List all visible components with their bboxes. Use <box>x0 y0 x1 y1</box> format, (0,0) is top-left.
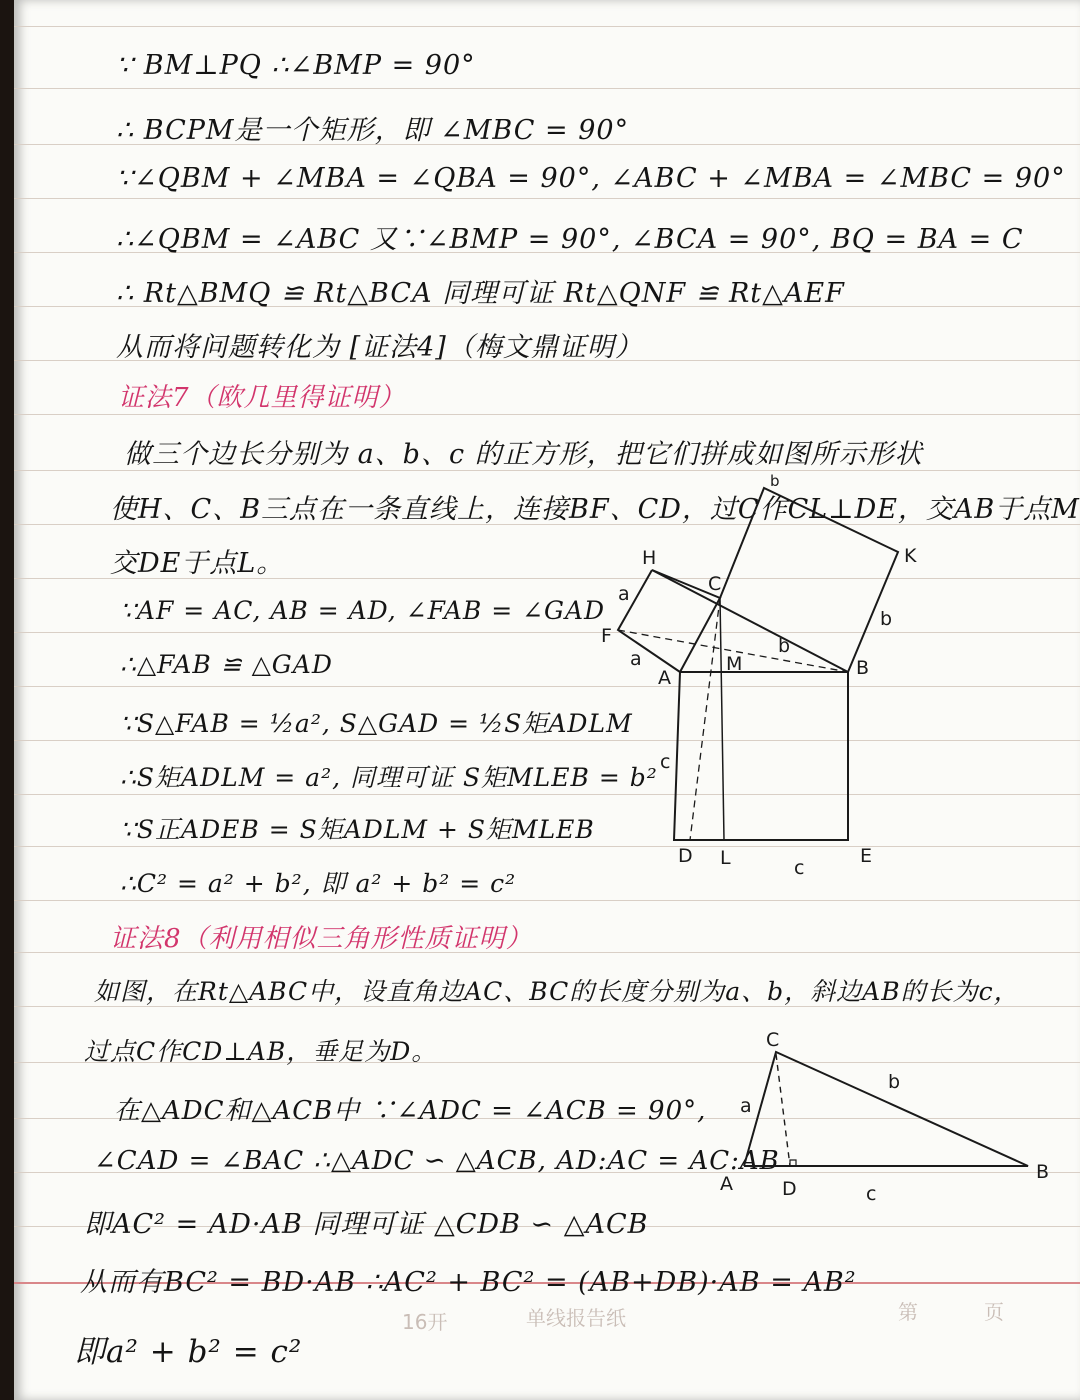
side-label: b <box>778 635 791 657</box>
proof8-figure <box>694 1020 1064 1210</box>
footer-paper-size: 16开 <box>402 1310 448 1334</box>
side-label: c <box>660 751 671 773</box>
proof8-heading: 证法8（利用相似三角形性质证明） <box>110 924 533 954</box>
point-label: A <box>720 1173 733 1195</box>
side-label: a <box>740 1095 752 1117</box>
proof7-step: ∴△FAB ≌ △GAD <box>120 650 333 679</box>
proof7-intro-line: 做三个边长分别为 a、b、c 的正方形，把它们拼成如图所示形状 <box>124 439 923 470</box>
point-label: D <box>782 1178 797 1200</box>
proof8-intro-line: 过点C作CD⊥AB，垂足为D。 <box>84 1037 438 1066</box>
ruled-line <box>14 88 1080 89</box>
point-label: L <box>720 847 731 869</box>
point-label: B <box>856 657 870 679</box>
footer-paper-type: 单线报告纸 <box>526 1306 626 1330</box>
point-label: M <box>726 653 743 675</box>
proof7-step: ∵S正ADEB = S矩ADLM + S矩MLEB <box>120 815 595 844</box>
proof7-intro-line: 使H、C、B三点在一条直线上，连接BF、CD，过C作CL⊥DE，交AB于点M <box>110 494 1080 525</box>
proof8-step: 即a² + b² = c² <box>74 1334 303 1370</box>
segment-CD <box>776 1054 790 1166</box>
ruled-line <box>14 198 1080 199</box>
point-label: A <box>658 667 671 689</box>
side-label: b <box>888 1071 901 1093</box>
proof7-step: ∴S矩ADLM = a², 同理可证 S矩MLEB = b² <box>120 763 658 792</box>
proof-line: ∴ BCPM是一个矩形，即 ∠MBC = 90° <box>116 115 630 146</box>
point-label: B <box>1036 1161 1050 1183</box>
footer-page-suffix: 页 <box>984 1300 1004 1324</box>
point-label: C <box>766 1029 780 1051</box>
proof7-step: ∵AF = AC, AB = AD, ∠FAB = ∠GAD <box>120 596 606 625</box>
proof7-figure <box>574 460 924 890</box>
proof-line: ∵∠QBM + ∠MBA = ∠QBA = 90°, ∠ABC + ∠MBA = ∠MBC = 90° <box>116 163 1066 194</box>
proof7-step: ∴C² = a² + b², 即 a² + b² = c² <box>120 869 517 898</box>
point-label: E <box>860 845 873 867</box>
side-label: b <box>770 472 780 490</box>
proof-line: ∵ BM⊥PQ ∴∠BMP = 90° <box>116 50 476 81</box>
point-label: C <box>708 573 722 595</box>
proof8-step: 从而有BC² = BD·AB ∴AC² + BC² = (AB+DB)·AB = AB² <box>80 1267 857 1298</box>
side-label: c <box>866 1183 877 1205</box>
proof7-heading: 证法7（欧几里得证明） <box>118 383 406 413</box>
ruled-line <box>14 414 1080 415</box>
point-label: H <box>642 547 657 569</box>
side-label: a <box>630 648 642 670</box>
segment-CD <box>690 598 720 840</box>
ruled-line <box>14 26 1080 27</box>
notebook-page <box>14 0 1080 1400</box>
point-label: F <box>601 625 612 647</box>
side-label: b <box>880 608 893 630</box>
proof8-intro-line: 如图，在Rt△ABC中，设直角边AC、BC的长度分别为a、b，斜边AB的长为c， <box>94 977 1020 1006</box>
point-label: K <box>904 545 917 567</box>
point-label: D <box>678 845 693 867</box>
proof8-step: ∠CAD = ∠BAC ∴△ADC ∽ △ACB, AD:AC = AC:AB <box>94 1146 780 1176</box>
side-label: a <box>618 583 630 605</box>
proof8-step: 即AC² = AD·AB 同理可证 △CDB ∽ △ACB <box>84 1209 649 1240</box>
ruled-line <box>14 900 1080 901</box>
proof-line: ∴∠QBM = ∠ABC 又∵∠BMP = 90°, ∠BCA = 90°, BQ = BA = C <box>116 224 1024 255</box>
triangle-ABC <box>744 1052 1028 1166</box>
side-label: c <box>794 857 805 879</box>
proof-line: 从而将问题转化为 [证法4]（梅文鼎证明） <box>116 332 643 363</box>
proof7-intro-line: 交DE于点L。 <box>110 548 285 579</box>
proof7-step: ∵S△FAB = ½a², S△GAD = ½S矩ADLM <box>120 709 633 738</box>
footer-page-prefix: 第 <box>898 1300 918 1324</box>
square-b <box>720 488 898 672</box>
proof-line: ∴ Rt△BMQ ≌ Rt△BCA 同理可证 Rt△QNF ≌ Rt△AEF <box>116 278 845 309</box>
proof8-step: 在△ADC和△ACB中 ∵∠ADC = ∠ACB = 90°, <box>114 1096 707 1126</box>
